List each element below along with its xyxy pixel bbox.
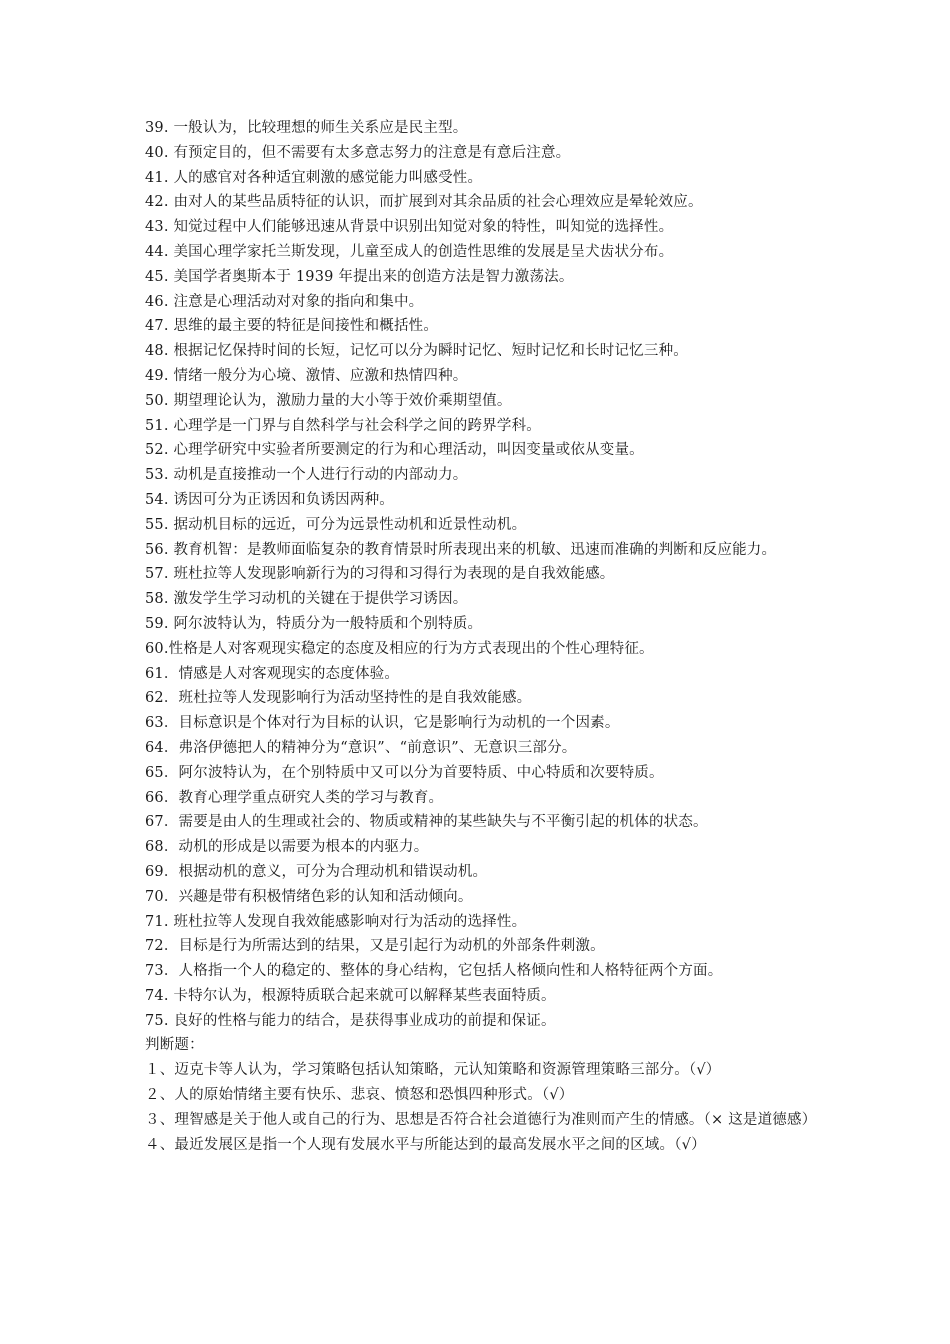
statement-line: 73．人格指一个人的稳定的、整体的身心结构，它包括人格倾向性和人格特征两个方面。 (145, 963, 723, 980)
judgment-list (145, 1058, 817, 1157)
statement-line: 50. 期望理论认为，激励力量的大小等于效价乘期望值。 (145, 392, 512, 409)
statement-line: 65．阿尔波特认为，在个别特质中又可以分为首要特质、中心特质和次要特质。 (145, 764, 664, 781)
statement-line: 46. 注意是心理活动对对象的指向和集中。 (145, 293, 424, 310)
judgment-heading: 判断题： (145, 1037, 204, 1054)
judgment-line: ３、理智感是关于他人或自己的行为、思想是否符合社会道德行为准则而产生的情感。（× 这是道德感） (145, 1111, 817, 1128)
statement-line: 44. 美国心理学家托兰斯发现，儿童至成人的创造性思维的发展是呈犬齿状分布。 (145, 243, 674, 260)
statement-line: 56. 教育机智：是教师面临复杂的教育情景时所表现出来的机敏、迅速而准确的判断和反应能力。 (145, 541, 777, 558)
statement-line: 74. 卡特尔认为，根源特质联合起来就可以解释某些表面特质。 (145, 987, 556, 1004)
statement-line: 55. 据动机目标的远近，可分为远景性动机和近景性动机。 (145, 516, 527, 533)
statement-line: 52. 心理学研究中实验者所要测定的行为和心理活动，叫因变量或依从变量。 (145, 442, 644, 459)
statement-line: 68．动机的形成是以需要为根本的内驱力。 (145, 839, 429, 856)
statement-line: 60.性格是人对客观现实稳定的态度及相应的行为方式表现出的个性心理特征。 (145, 640, 654, 657)
statement-line: 42. 由对人的某些品质特征的认识，而扩展到对其余品质的社会心理效应是晕轮效应。 (145, 194, 703, 211)
statement-line: 48. 根据记忆保持时间的长短，记忆可以分为瞬时记忆、短时记忆和长时记忆三种。 (145, 343, 688, 360)
judgment-line: ２、人的原始情绪主要有快乐、悲哀、愤怒和恐惧四种形式。（√） (145, 1087, 574, 1104)
statement-line: 70．兴趣是带有积极情绪色彩的认知和活动倾向。 (145, 888, 473, 905)
statement-line: 57. 班杜拉等人发现影响新行为的习得和习得行为表现的是自我效能感。 (145, 566, 615, 583)
statement-line: 43. 知觉过程中人们能够迅速从背景中识别出知觉对象的特性，叫知觉的选择性。 (145, 219, 674, 236)
statement-line: 40. 有预定目的，但不需要有太多意志努力的注意是有意后注意。 (145, 144, 571, 161)
statement-line: 53. 动机是直接推动一个人进行行动的内部动力。 (145, 467, 468, 484)
statement-line: 62．班杜拉等人发现影响行为活动坚持性的是自我效能感。 (145, 690, 532, 707)
statement-line: 54. 诱因可分为正诱因和负诱因两种。 (145, 491, 394, 508)
statement-line: 41. 人的感官对各种适宜刺激的感觉能力叫感受性。 (145, 169, 483, 186)
statement-line: 67．需要是由人的生理或社会的、物质或精神的某些缺失与不平衡引起的机体的状态。 (145, 814, 708, 831)
statement-line: 64．弗洛伊德把人的精神分为“意识”、“前意识”、无意识三部分。 (145, 739, 577, 756)
judgment-line: ４、最近发展区是指一个人现有发展水平与所能达到的最高发展水平之间的区域。（√） (145, 1136, 706, 1153)
judgment-line: １、迈克卡等人认为，学习策略包括认知策略，元认知策略和资源管理策略三部分。（√） (145, 1062, 721, 1079)
statement-line: 45. 美国学者奥斯本于 1939 年提出来的创造方法是智力激荡法。 (145, 268, 574, 285)
statement-line: 72．目标是行为所需达到的结果，又是引起行为动机的外部条件刺激。 (145, 938, 605, 955)
statement-line: 69．根据动机的意义，可分为合理动机和错误动机。 (145, 863, 488, 880)
statement-line: 39. 一般认为，比较理想的师生关系应是民主型。 (145, 120, 468, 136)
statement-line: 71. 班杜拉等人发现自我效能感影响对行为活动的选择性。 (145, 913, 527, 930)
statement-line: 66．教育心理学重点研究人类的学习与教育。 (145, 789, 444, 806)
statement-line: 63．目标意识是个体对行为目标的认识，它是影响行为动机的一个因素。 (145, 715, 620, 732)
document-page (145, 116, 817, 1157)
statement-line: 58. 激发学生学习动机的关键在于提供学习诱因。 (145, 591, 468, 608)
statement-line: 49. 情绪一般分为心境、激情、应激和热情四种。 (145, 367, 468, 384)
statement-line: 59. 阿尔波特认为，特质分为一般特质和个别特质。 (145, 615, 483, 632)
statement-list (145, 116, 810, 1033)
statement-line: 51. 心理学是一门界与自然科学与社会科学之间的跨界学科。 (145, 417, 541, 434)
statement-line: 61．情感是人对客观现实的态度体验。 (145, 665, 400, 682)
statement-line: 47. 思维的最主要的特征是间接性和概括性。 (145, 318, 439, 335)
statement-line: 75. 良好的性格与能力的结合，是获得事业成功的前提和保证。 (145, 1012, 556, 1029)
